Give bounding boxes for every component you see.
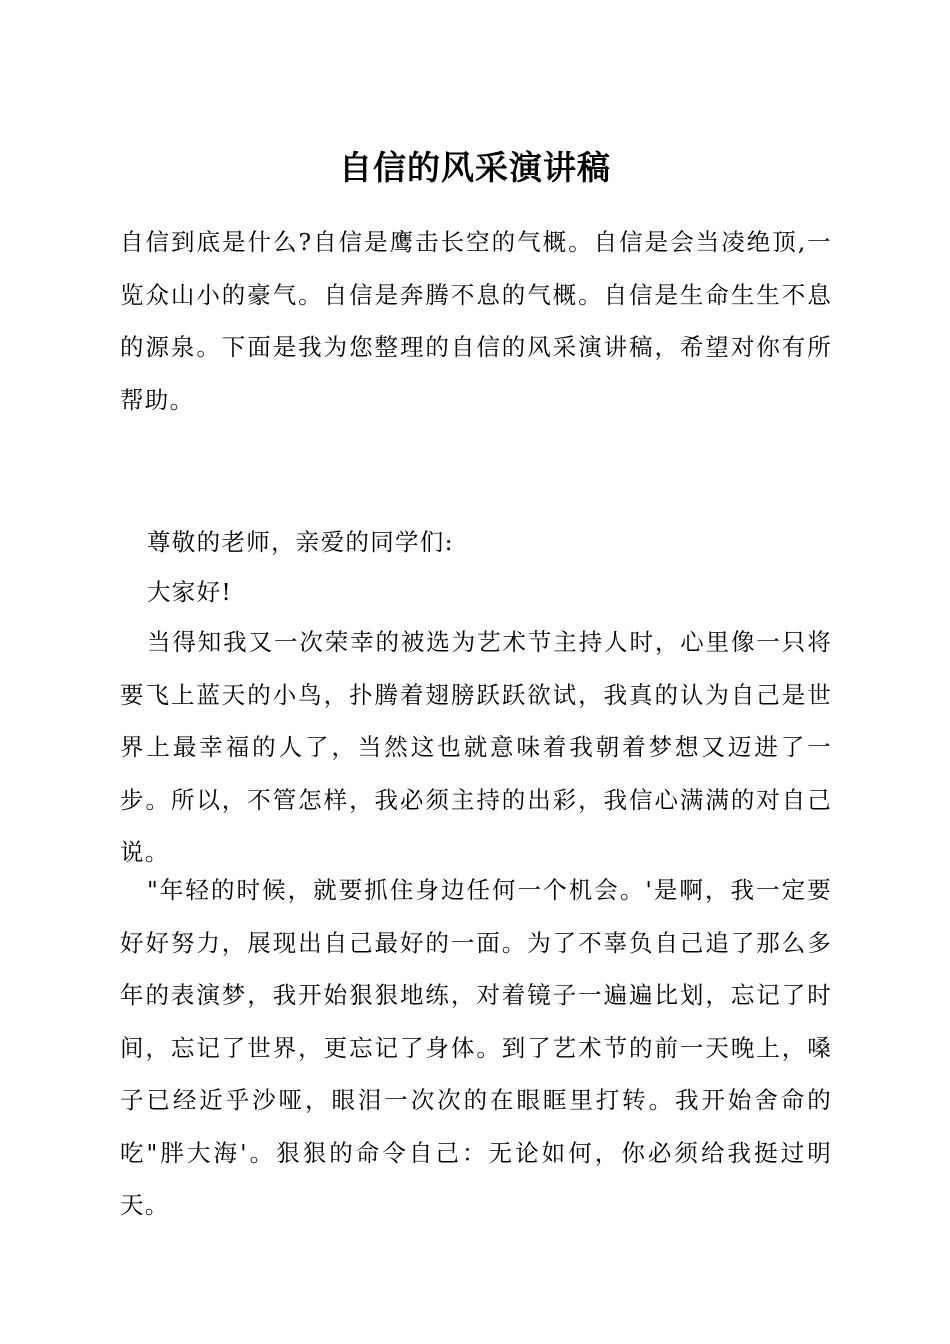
salutation: 尊敬的老师，亲爱的同学们: (147, 528, 454, 556)
body-paragraph-2: "年轻的时候，就要抓住身边任何一个机会。'是啊，我一定要好好努力，展现出自己最好的一面。为了不辜负自己追了那么多年的表演梦，我开始狠狠地练，对着镜子一遍遍比划，忘记了时间，忘记了世界，更忘记了身体。到了艺术节的前一天晚上，嗓子已经近乎沙哑，眼泪一次次的在眼眶里打转。我开始舍命的吃"胖大海'。狠狠的命令自己：无论如何，你必须给我挺过明天。 (120, 876, 832, 1219)
document-title: 自信的风采演讲稿 (339, 148, 611, 187)
intro-paragraph: 自信到底是什么?自信是鹰击长空的气概。自信是会当凌绝顶,一览众山小的豪气。自信是奔腾不息的气概。自信是生命生生不息的源泉。下面是我为您整理的自信的风采演讲稿，希望对你有所帮助。 (120, 228, 832, 414)
body-paragraph-1: 当得知我又一次荣幸的被选为艺术节主持人时，心里像一只将要飞上蓝天的小鸟，扑腾着翅膀跃跃欲试，我真的认为自己是世界上最幸福的人了，当然这也就意味着我朝着梦想又迈进了一步。所以，不管怎样，我必须主持的出彩，我信心满满的对自己说。 (120, 628, 832, 866)
greeting: 大家好! (147, 578, 233, 606)
